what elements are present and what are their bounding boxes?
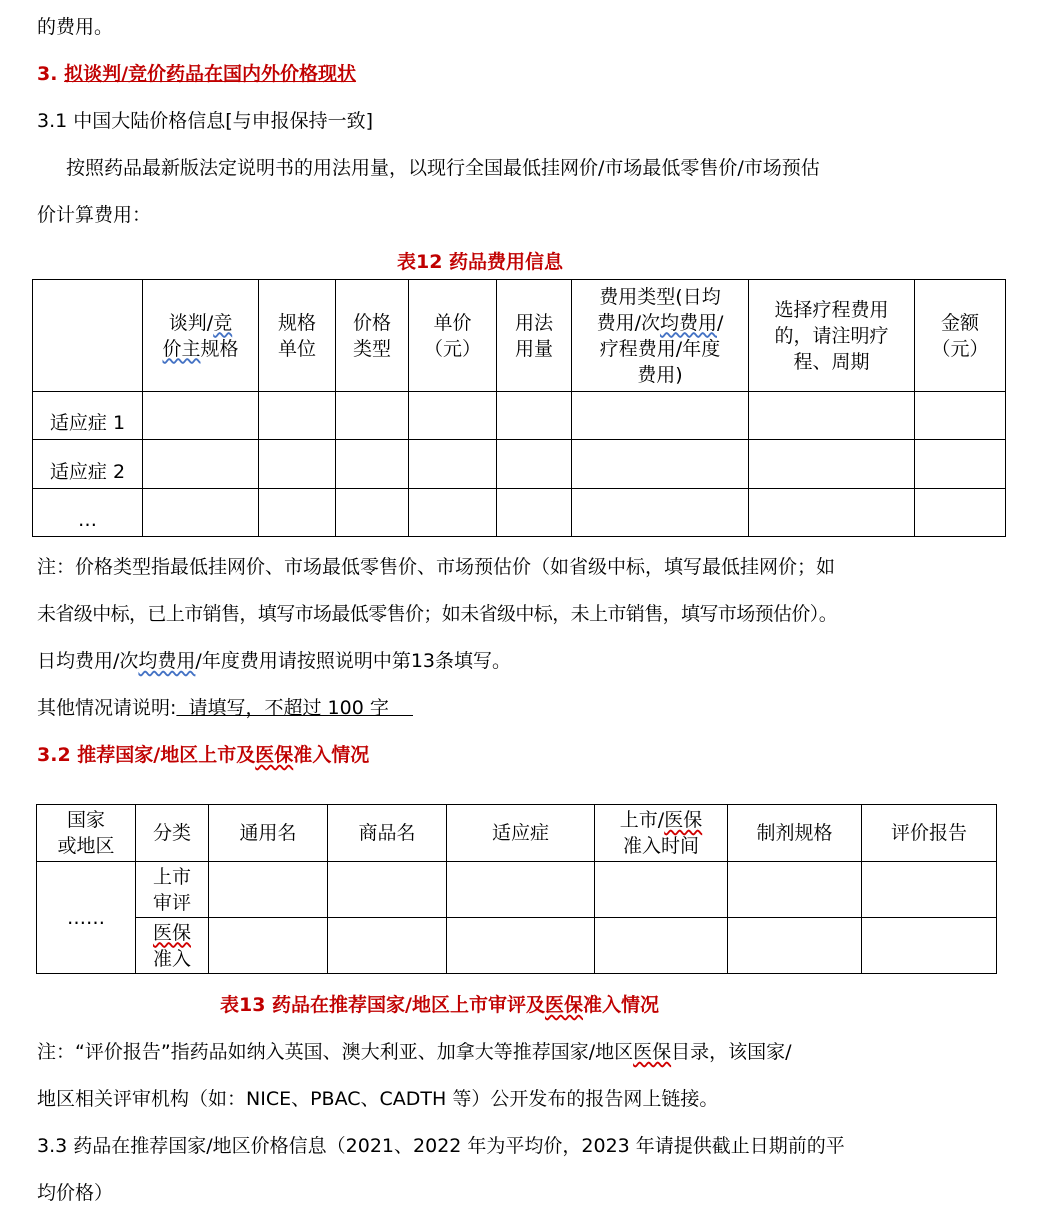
table-row	[37, 862, 997, 918]
cell-generic[interactable]	[209, 862, 328, 918]
cell-spec[interactable]	[143, 489, 259, 537]
section3-title: 拟谈判/竞价药品在国内外价格现状	[64, 63, 357, 85]
cell-usage[interactable]	[497, 392, 572, 440]
row-label-ellipsis: …	[33, 489, 143, 537]
cell-formulation[interactable]	[728, 918, 862, 974]
header-evaluation-report: 评价报告	[862, 805, 997, 862]
cell-report[interactable]	[862, 862, 997, 918]
header-unit-price: 单价 （元）	[409, 280, 497, 392]
table13-header-row	[37, 805, 997, 862]
cell-time[interactable]	[595, 862, 728, 918]
category-market-review: 上市 审评	[136, 862, 209, 918]
cell-cost-type[interactable]	[572, 440, 749, 489]
cell-amount[interactable]	[915, 440, 1006, 489]
header-amount: 金额 （元）	[915, 280, 1006, 392]
cell-report[interactable]	[862, 918, 997, 974]
table-row	[33, 440, 1006, 489]
cell-brand[interactable]	[328, 862, 447, 918]
header-listing-time: 上市/医保 准入时间	[595, 805, 728, 862]
header-spec: 谈判/竞 价主规格	[143, 280, 259, 392]
other-info-row	[37, 695, 413, 721]
header-price-type: 价格 类型	[336, 280, 409, 392]
other-info-input[interactable]: 请填写，不超过 100 字	[176, 697, 413, 719]
cell-cost-type[interactable]	[572, 392, 749, 440]
intro-tail-text: 的费用。	[37, 16, 114, 38]
note12-line2: 未省级中标，已上市销售，填写市场最低零售价；如未省级中标，未上市销售，填写市场预估价）。	[37, 603, 838, 625]
table13-caption: 表13 药品在推荐国家/地区上市审评及医保准入情况	[220, 994, 660, 1016]
header-cost-type: 费用类型(日均 费用/次均费用/ 疗程费用/年度 费用)	[572, 280, 749, 392]
cell-unit[interactable]	[259, 392, 336, 440]
cell-brand[interactable]	[328, 918, 447, 974]
cell-unit-price[interactable]	[409, 489, 497, 537]
cell-cost-type[interactable]	[572, 489, 749, 537]
other-info-label: 其他情况请说明:	[37, 697, 177, 719]
cell-amount[interactable]	[915, 489, 1006, 537]
s31-heading: 3.1 中国大陆价格信息[与申报保持一致]	[37, 110, 374, 132]
header-blank-cell	[33, 280, 143, 392]
table12-header-row	[33, 280, 1006, 392]
category-insurance-access: 医保 准入	[136, 918, 209, 974]
drug-cost-table	[32, 279, 1006, 537]
cell-spec[interactable]	[143, 440, 259, 489]
header-formulation: 制剂规格	[728, 805, 862, 862]
note13-line1: 注：“评价报告”指药品如纳入英国、澳大利亚、加拿大等推荐国家/地区医保目录，该国家/	[37, 1041, 792, 1063]
cell-indication[interactable]	[447, 918, 595, 974]
s31-paragraph-line1: 按照药品最新版法定说明书的用法用量，以现行全国最低挂网价/市场最低零售价/市场预估	[66, 157, 820, 179]
cell-amount[interactable]	[915, 392, 1006, 440]
row-label-indication-2: 适应症 2	[33, 440, 143, 489]
row-label-indication-1: 适应症 1	[33, 392, 143, 440]
s31-paragraph-line2: 价计算费用：	[37, 204, 152, 226]
table-row	[33, 392, 1006, 440]
cell-indication[interactable]	[447, 862, 595, 918]
header-spec-unit: 规格 单位	[259, 280, 336, 392]
table12-caption: 表12 药品费用信息	[397, 251, 564, 273]
cell-usage[interactable]	[497, 440, 572, 489]
cell-price-type[interactable]	[336, 440, 409, 489]
cell-price-type[interactable]	[336, 392, 409, 440]
cell-course[interactable]	[749, 440, 915, 489]
header-country: 国家 或地区	[37, 805, 136, 862]
country-cell: ……	[37, 862, 136, 974]
cell-unit[interactable]	[259, 440, 336, 489]
header-usage: 用法 用量	[497, 280, 572, 392]
cell-generic[interactable]	[209, 918, 328, 974]
note12-line3: 日均费用/次均费用/年度费用请按照说明中第13条填写。	[37, 650, 512, 672]
cell-course[interactable]	[749, 489, 915, 537]
cell-time[interactable]	[595, 918, 728, 974]
table-row	[33, 489, 1006, 537]
header-category: 分类	[136, 805, 209, 862]
cell-unit-price[interactable]	[409, 392, 497, 440]
s33-line1: 3.3 药品在推荐国家/地区价格信息（2021、2022 年为平均价，2023 年请提供截止日期前的平	[37, 1135, 845, 1157]
note13-line2: 地区相关评审机构（如：NICE、PBAC、CADTH 等）公开发布的报告网上链接。	[37, 1088, 719, 1110]
header-indication: 适应症	[447, 805, 595, 862]
s32-heading: 3.2 推荐国家/地区上市及医保准入情况	[37, 744, 370, 766]
header-course-cost: 选择疗程费用 的，请注明疗 程、周期	[749, 280, 915, 392]
section3-number: 3.	[37, 63, 58, 85]
note12-line1: 注：价格类型指最低挂网价、市场最低零售价、市场预估价（如省级中标，填写最低挂网价；如	[37, 556, 836, 578]
cell-usage[interactable]	[497, 489, 572, 537]
cell-unit[interactable]	[259, 489, 336, 537]
cell-spec[interactable]	[143, 392, 259, 440]
header-brand-name: 商品名	[328, 805, 447, 862]
table-row	[37, 918, 997, 974]
country-listing-table	[36, 804, 997, 974]
header-generic-name: 通用名	[209, 805, 328, 862]
cell-price-type[interactable]	[336, 489, 409, 537]
cell-formulation[interactable]	[728, 862, 862, 918]
cell-course[interactable]	[749, 392, 915, 440]
section3-heading	[37, 61, 356, 87]
cell-unit-price[interactable]	[409, 440, 497, 489]
s33-line2: 均价格）	[37, 1182, 114, 1204]
